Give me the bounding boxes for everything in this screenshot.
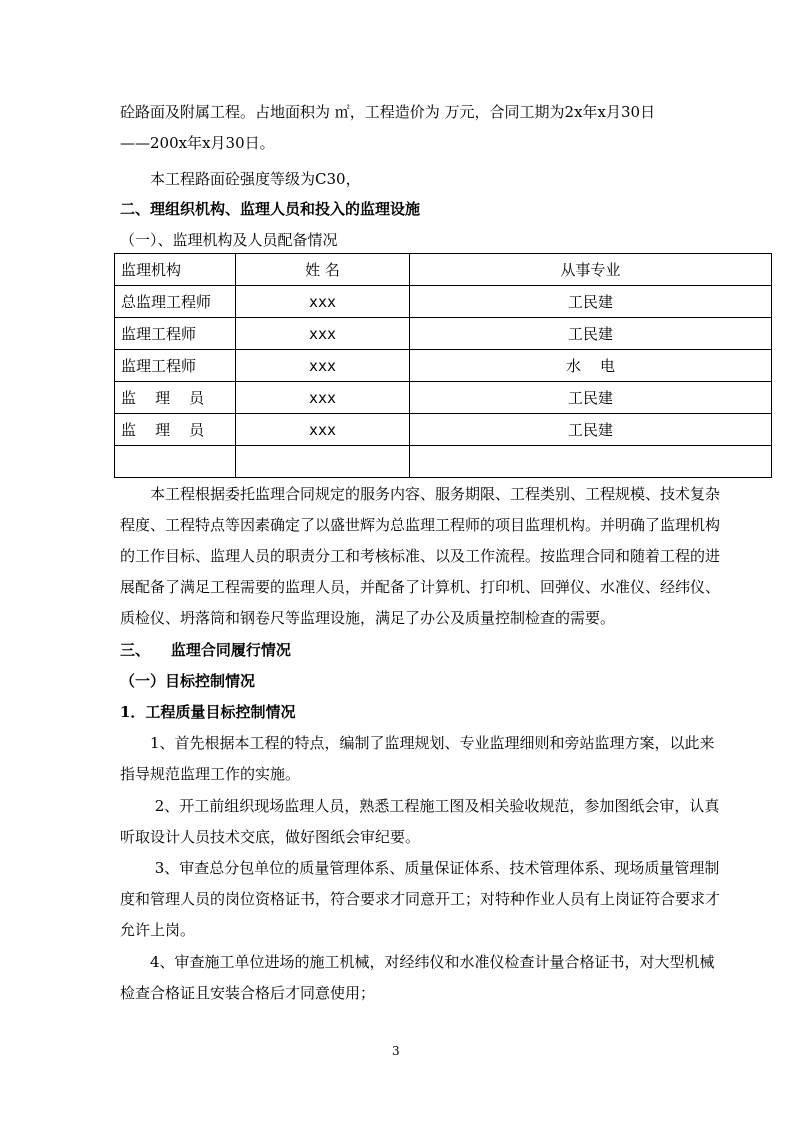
table-cell: 监理工程师 bbox=[115, 350, 236, 382]
section-3-sub2: 1．工程质量目标控制情况 bbox=[120, 703, 296, 721]
paragraph-line: 质检仪、坍落筒和钢卷尺等监理设施，满足了办公及质量控制检查的需要。 bbox=[120, 609, 616, 627]
table-cell: xxx bbox=[236, 318, 410, 350]
section-3-sub1: （一）目标控制情况 bbox=[120, 672, 256, 690]
intro-line-3: 本工程路面砼强度等级为C30， bbox=[150, 170, 361, 188]
table-header-row bbox=[115, 254, 772, 286]
table-row bbox=[115, 286, 772, 318]
table-row bbox=[115, 350, 772, 382]
table-cell: 工民建 bbox=[410, 286, 772, 318]
item-1-line-2: 指导规范监理工作的实施。 bbox=[120, 765, 301, 783]
table-row bbox=[115, 414, 772, 446]
paragraph-line: 本工程根据委托监理合同规定的服务内容、服务期限、工程类别、工程规模、技术复杂 bbox=[150, 485, 721, 503]
table-row bbox=[115, 318, 772, 350]
item-1-line-1: 1、首先根据本工程的特点，编制了监理规划、专业监理细则和旁站监理方案，以此来 bbox=[150, 734, 715, 752]
section-2-subheading: （一）、监理机构及人员配备情况 bbox=[120, 231, 338, 249]
table-cell: 工民建 bbox=[410, 382, 772, 414]
table-cell: 工民建 bbox=[410, 318, 772, 350]
intro-line-1: 砼路面及附属工程。占地面积为 ㎡，工程造价为 万元，合同工期为2x年x月30日 bbox=[120, 103, 656, 121]
item-3-line-3: 允许上岗。 bbox=[120, 921, 196, 939]
section-2-heading: 二、理组织机构、监理人员和投入的监理设施 bbox=[120, 200, 421, 218]
table-cell: xxx bbox=[236, 286, 410, 318]
table-header-cell: 从事专业 bbox=[410, 254, 772, 286]
item-2-line-1: 2、开工前组织现场监理人员，熟悉工程施工图及相关验收规范，参加图纸会审，认真 bbox=[150, 797, 720, 815]
table-cell bbox=[410, 446, 772, 478]
table-cell: xxx bbox=[236, 382, 410, 414]
table-cell: xxx bbox=[236, 350, 410, 382]
table-header-cell: 监理机构 bbox=[115, 254, 236, 286]
table-row bbox=[115, 382, 772, 414]
item-2-line-2: 听取设计人员技术交底，做好图纸会审纪要。 bbox=[120, 828, 421, 846]
table-cell: 监 理 员 bbox=[115, 382, 236, 414]
table-cell: 监理工程师 bbox=[115, 318, 236, 350]
staff-table bbox=[114, 253, 772, 478]
paragraph-line: 程度、工程特点等因素确定了以盛世辉为总监理工程师的项目监理机构。并明确了监理机构 bbox=[120, 516, 721, 534]
item-3-line-2: 度和管理人员的岗位资格证书，符合要求才同意开工；对特种作业人员有上岗证符合要求才 bbox=[120, 890, 721, 908]
table-cell: 监 理 员 bbox=[115, 414, 236, 446]
paragraph-line: 的工作目标、监理人员的职责分工和考核标准、以及工作流程。按监理合同和随着工程的进 bbox=[120, 547, 721, 565]
intro-line-2: ——200x年x月30日。 bbox=[120, 134, 275, 152]
table-cell: 水 电 bbox=[410, 350, 772, 382]
paragraph-line: 展配备了满足工程需要的监理人员，并配备了计算机、打印机、回弹仪、水准仪、经纬仪、 bbox=[120, 578, 721, 596]
table-row-empty bbox=[115, 446, 772, 478]
table-cell bbox=[236, 446, 410, 478]
table-cell: 总监理工程师 bbox=[115, 286, 236, 318]
table-header-cell: 姓 名 bbox=[236, 254, 410, 286]
table-cell bbox=[115, 446, 236, 478]
page-number: 3 bbox=[392, 1044, 400, 1058]
item-4-line-1: 4、审查施工单位进场的施工机械，对经纬仪和水准仪检查计量合格证书，对大型机械 bbox=[150, 953, 715, 971]
item-4-line-2: 检查合格证且安装合格后才同意使用； bbox=[120, 984, 376, 1002]
item-3-line-1: 3、审查总分包单位的质量管理体系、质量保证体系、技术管理体系、现场质量管理制 bbox=[150, 859, 720, 877]
section-3-heading: 三、 监理合同履行情况 bbox=[120, 641, 291, 659]
table-cell: xxx bbox=[236, 414, 410, 446]
table-cell: 工民建 bbox=[410, 414, 772, 446]
